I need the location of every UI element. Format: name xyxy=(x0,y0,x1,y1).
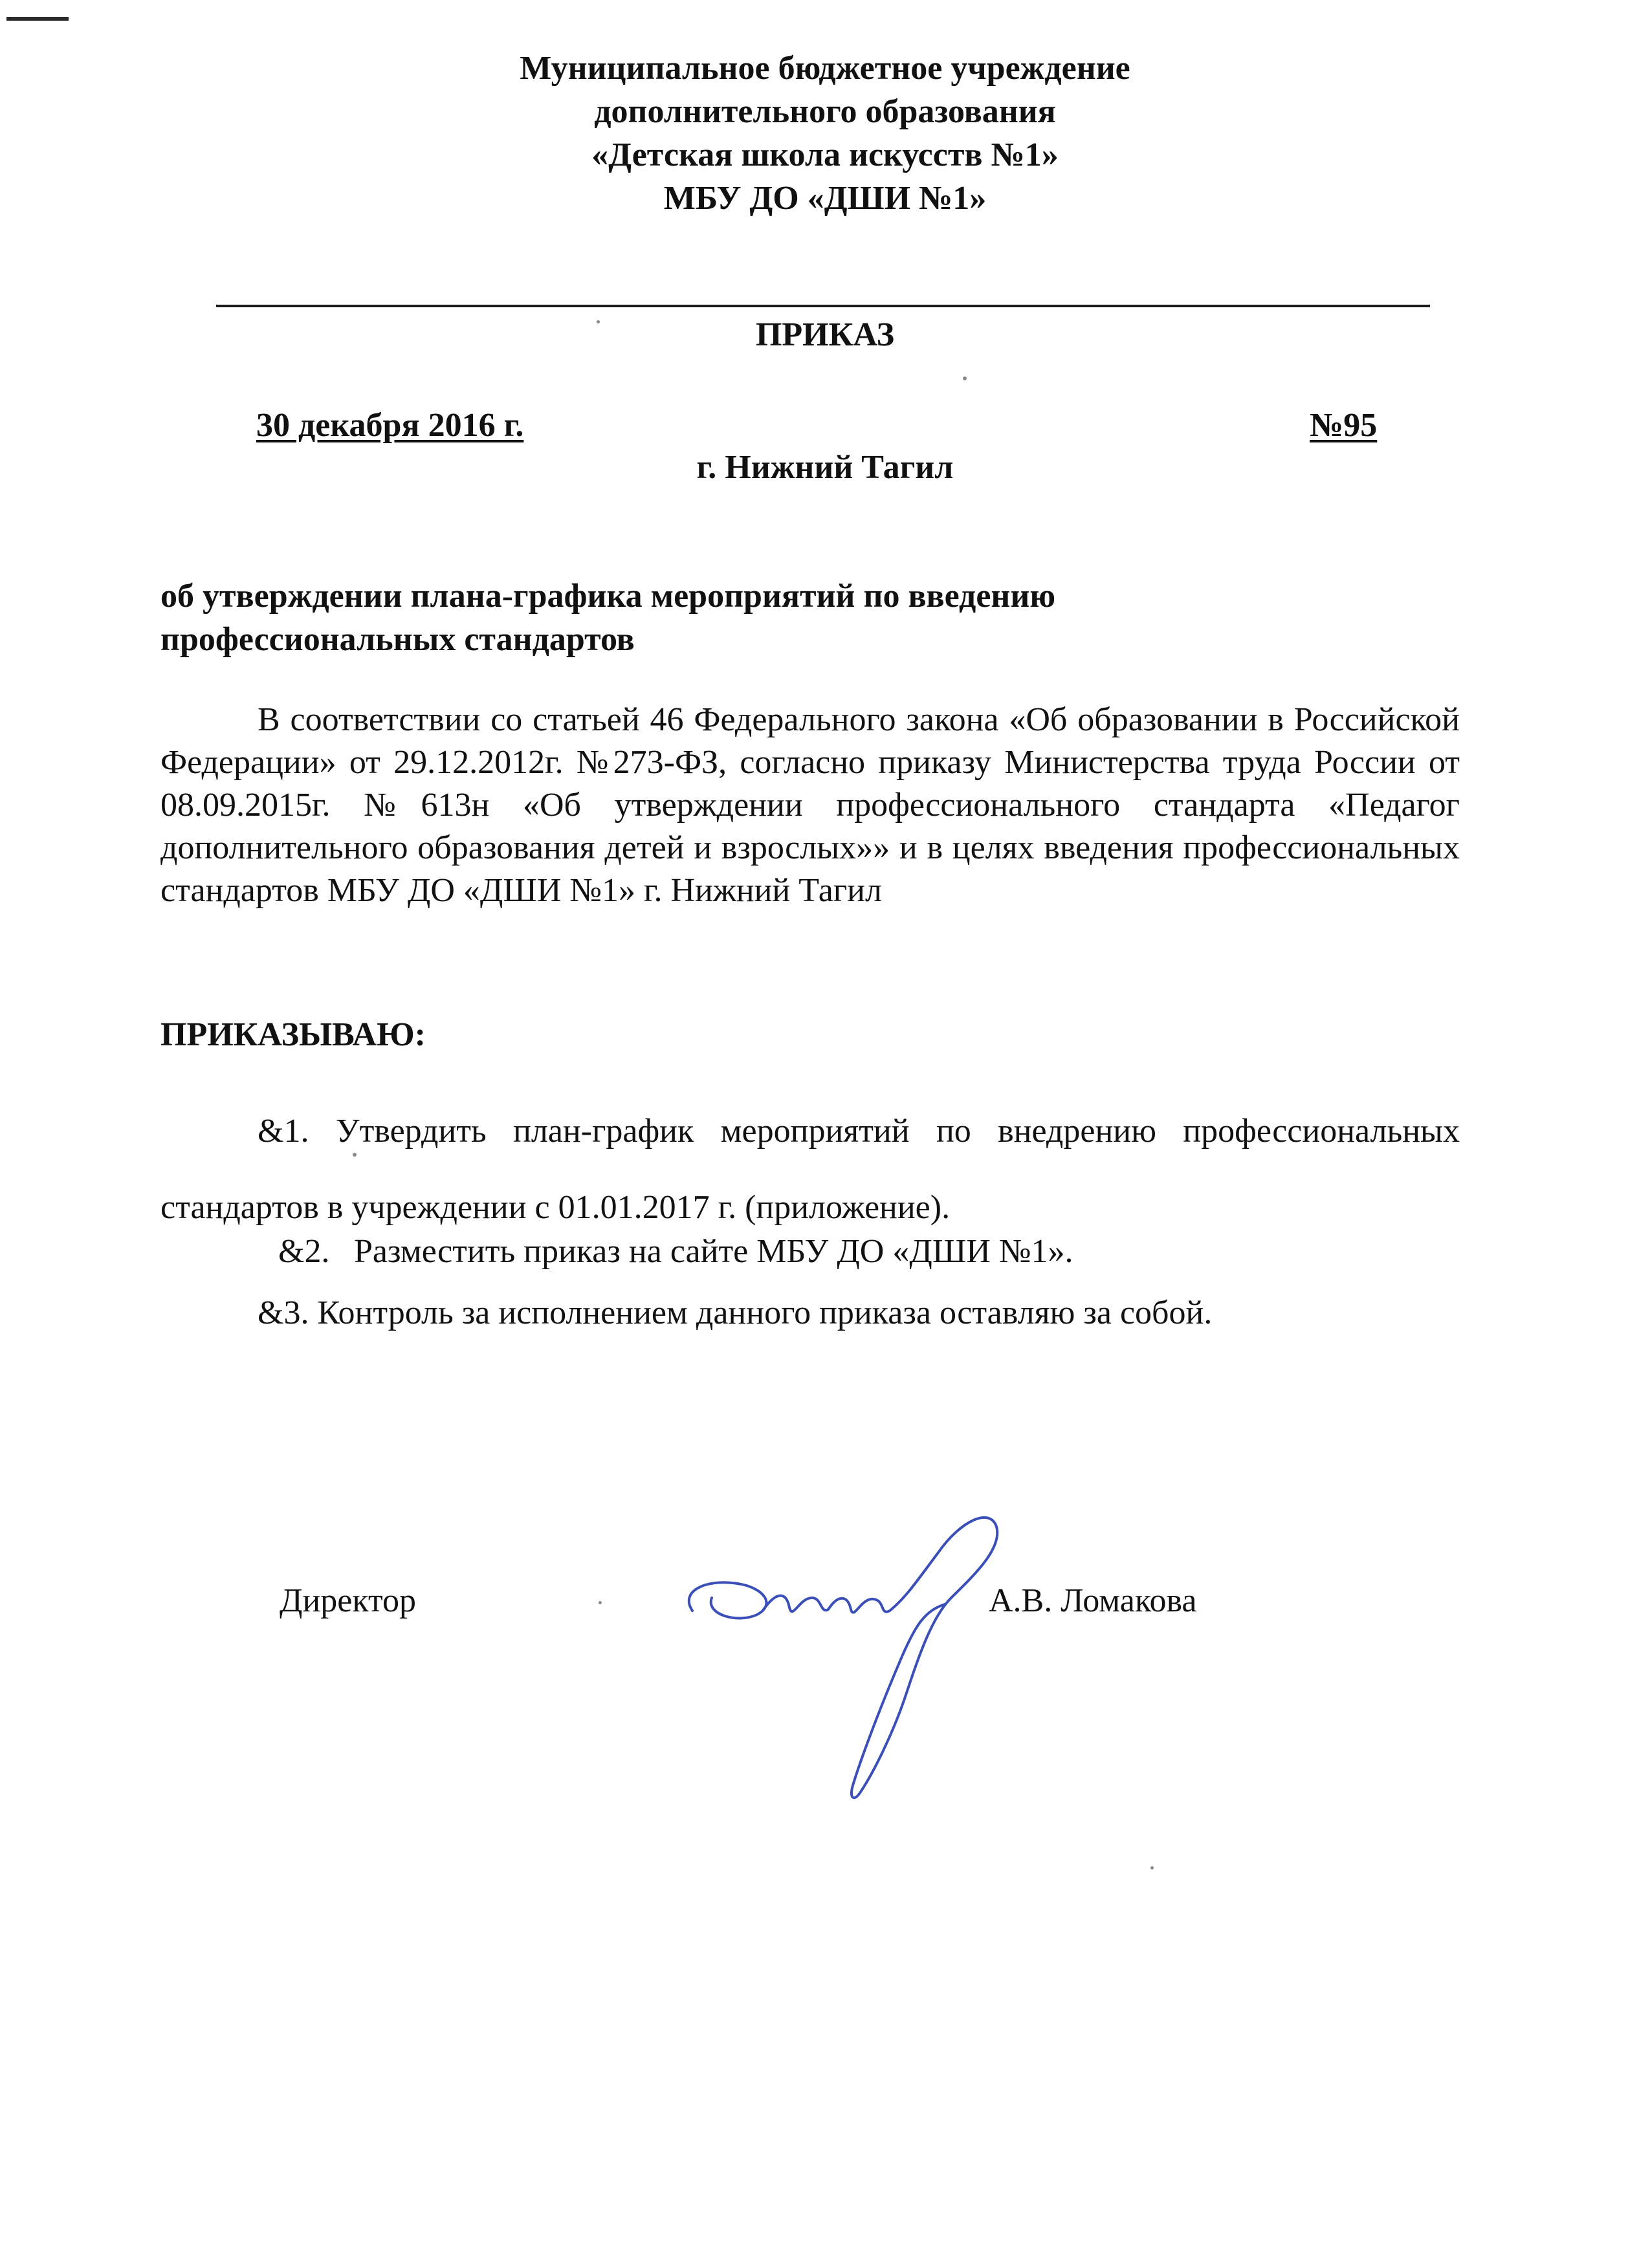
header-line: Муниципальное бюджетное учреждение xyxy=(520,50,1130,87)
header-line: МБУ ДО «ДШИ №1» xyxy=(663,180,987,217)
order-item-2: &2. Разместить приказ на сайте МБУ ДО «ДШИ №1». xyxy=(278,1233,1073,1270)
signatory-title: Директор xyxy=(280,1582,416,1619)
handwritten-signature xyxy=(666,1501,1029,1811)
order-city: г. Нижний Тагил xyxy=(696,449,954,486)
scan-edge-mark xyxy=(6,17,69,21)
order-subject xyxy=(160,574,1260,661)
subject-line: об утверждении плана-графика мероприятий по введению xyxy=(160,578,1056,615)
order-item-3: &3. Контроль за исполнением данного приказа оставляю за собой. xyxy=(258,1294,1213,1331)
signatory-name: А.В. Ломакова xyxy=(989,1582,1197,1619)
scan-speck xyxy=(353,1153,357,1157)
scan-speck xyxy=(1150,1866,1154,1870)
scan-speck xyxy=(599,1601,602,1604)
header-line: «Детская школа искусств №1» xyxy=(591,136,1059,173)
header-line: дополнительного образования xyxy=(594,93,1056,130)
order-date: 30 декабря 2016 г. xyxy=(256,407,524,444)
order-title: ПРИКАЗ xyxy=(755,316,895,353)
order-item-1: &1. Утвердить план-график мероприятий по внедрению профессиональных стандартов в учреждении с 01.01.2017 г. (приложение). xyxy=(160,1113,1460,1226)
subject-line: профессиональных стандартов xyxy=(160,621,635,658)
scan-speck xyxy=(963,376,967,380)
header-divider xyxy=(216,305,1430,307)
order-directive-heading: ПРИКАЗЫВАЮ: xyxy=(160,1016,426,1053)
order-number: №95 xyxy=(1310,407,1378,444)
scan-speck xyxy=(597,320,600,323)
institution-header xyxy=(0,47,1650,220)
preamble-paragraph: В соответствии со статьей 46 Федерального закона «Об образовании в Российской Федерации» от 29.12.2012г. №273-ФЗ, согласно приказу Министерства труда России от 08.09.2015г. №613н «Об утверждении профессионального стандарта «Педагог дополнительного образования детей и взрослых»» и в целях введения профессиональных стандартов МБУ ДО «ДШИ №1» г. Нижний Тагил xyxy=(160,701,1460,909)
